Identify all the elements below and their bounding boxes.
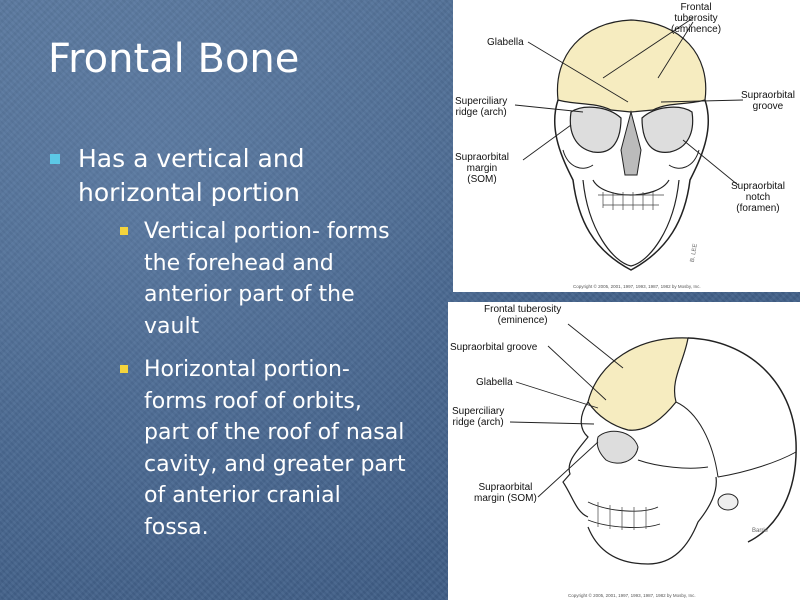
bullet-text: Has a vertical and horizontal portion <box>78 144 305 207</box>
label-superciliary-ridge: Superciliary ridge (arch) <box>455 96 508 118</box>
anterior-skull-figure <box>453 0 800 292</box>
figure-copyright: Copyright © 2005, 2001, 1997, 1993, 1987, 1982 by Mosby, Inc. <box>568 593 696 598</box>
square-bullet-icon <box>120 227 128 235</box>
bullet-list <box>48 142 408 555</box>
label-supraorbital-margin: Supraorbital margin (SOM) <box>455 152 509 185</box>
sub-bullet-item <box>116 216 408 342</box>
lateral-skull-figure <box>448 302 800 600</box>
illustrator-signature: Barrie <box>752 528 769 534</box>
slide-title: Frontal Bone <box>48 36 300 82</box>
sub-bullet-list <box>116 216 408 543</box>
label-frontal-tuberosity: Frontal tuberosity (eminence) <box>484 304 562 326</box>
square-bullet-icon <box>120 365 128 373</box>
illustrator-signature: B. LEE <box>689 243 699 263</box>
label-frontal-tuberosity: Frontal tuberosity (eminence) <box>671 2 722 35</box>
label-supraorbital-notch: Supraorbital notch (foramen) <box>731 181 785 214</box>
label-supraorbital-margin: Supraorbital margin (SOM) <box>474 482 537 504</box>
sub-bullet-item <box>116 354 408 543</box>
label-superciliary-ridge: Superciliary ridge (arch) <box>452 406 505 428</box>
sub-bullet-text: Vertical portion- forms the forehead and anterior part of the vault <box>144 219 390 339</box>
bullet-item <box>48 142 408 543</box>
label-glabella: Glabella <box>487 37 524 48</box>
label-supraorbital-groove: Supraorbital groove <box>450 342 538 353</box>
square-bullet-icon <box>50 154 60 164</box>
figure-copyright: Copyright © 2005, 2001, 1997, 1993, 1987, 1982 by Mosby, Inc. <box>573 284 701 289</box>
label-glabella: Glabella <box>476 377 513 388</box>
sub-bullet-text: Horizontal portion- forms roof of orbits, part of the roof of nasal cavity, and greater part of anterior cranial fossa. <box>144 357 406 540</box>
label-supraorbital-groove: Supraorbital groove <box>741 90 795 112</box>
